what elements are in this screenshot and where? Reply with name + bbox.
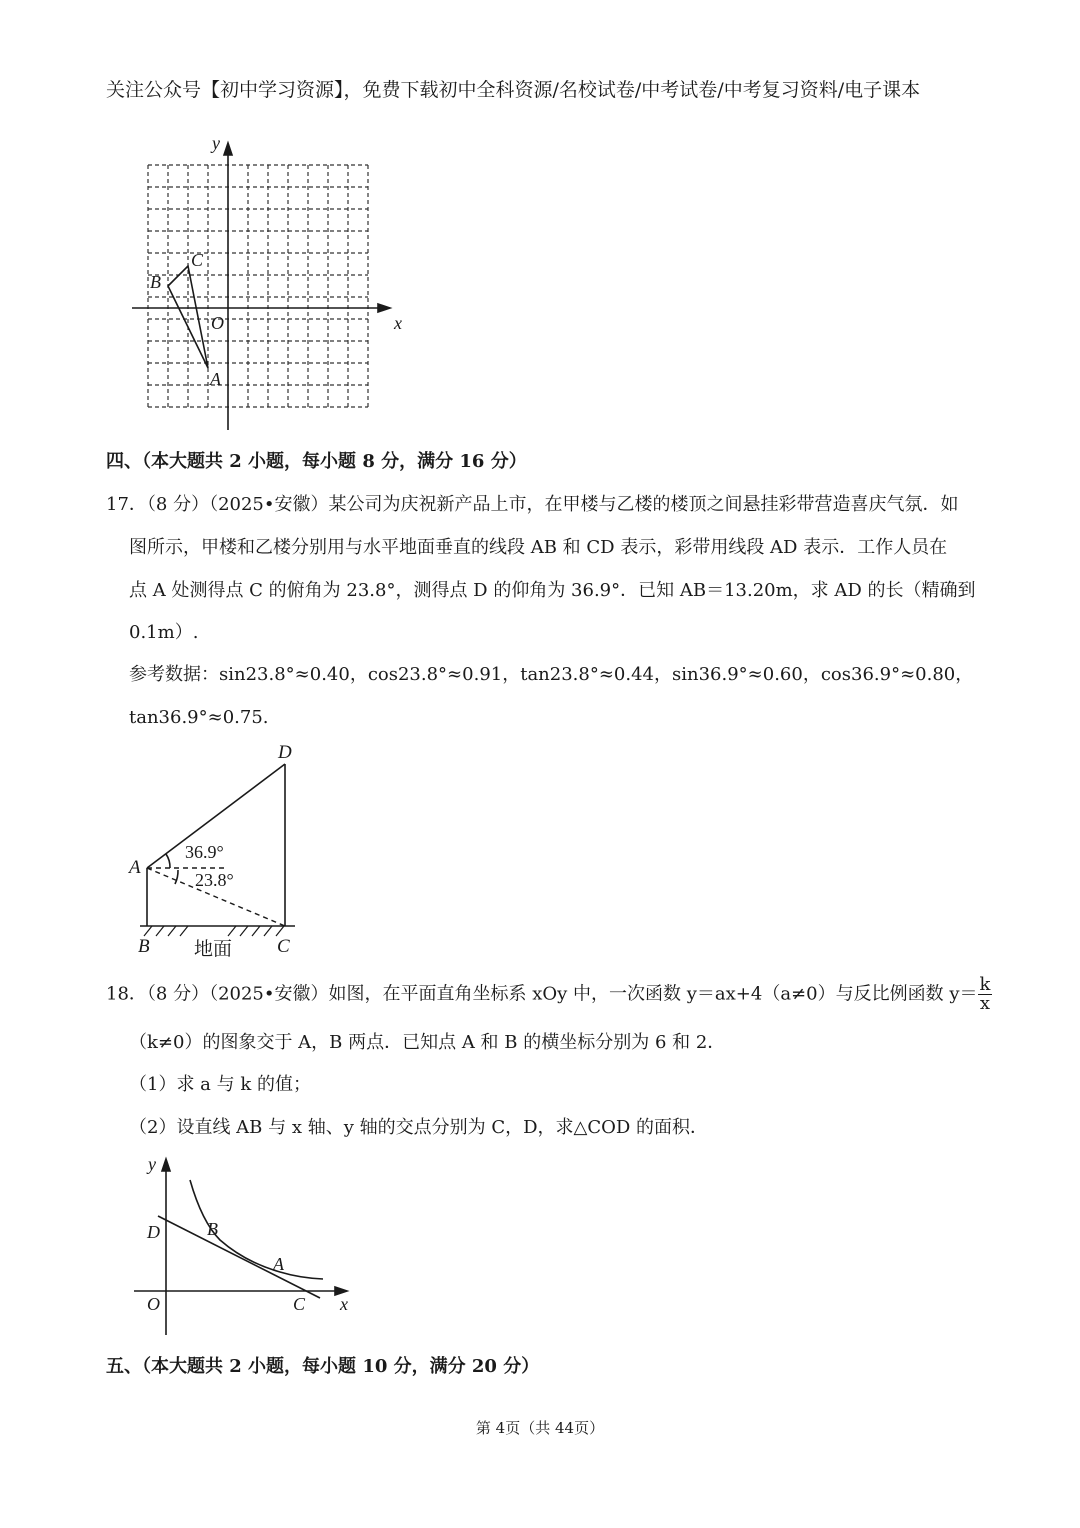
q18-line-2: （k≠0）的图象交于 A，B 两点．已知点 A 和 B 的横坐标分别为 6 和 2．: [129, 1032, 726, 1053]
figure-grid-triangle: [120, 135, 420, 435]
graph-label-x: x: [340, 1294, 348, 1314]
grid-label-c: C: [191, 250, 204, 270]
q17-line-2: 图所示，甲楼和乙楼分别用与水平地面垂直的线段 AB 和 CD 表示，彩带用线段 AD 表示．工作人员在: [129, 537, 948, 558]
graph-label-a: A: [273, 1254, 284, 1274]
building-label-a: A: [129, 857, 141, 878]
grid-label-a: A: [210, 369, 221, 389]
page-footer: 第 4页（共 44页）: [475, 1419, 605, 1437]
building-label-b: B: [138, 936, 150, 957]
grid-label-b: B: [150, 272, 161, 292]
section-5-heading: 五、（本大题共 2 小题，每小题 10 分，满分 20 分）: [106, 1356, 540, 1377]
figure-function-graph: [120, 1150, 370, 1340]
fraction-k-over-x: [978, 976, 993, 1013]
fraction-denominator: x: [979, 993, 991, 1014]
graph-label-c: C: [293, 1294, 306, 1314]
fraction-numerator: k: [979, 974, 991, 995]
q17-line-3: 点 A 处测得点 C 的俯角为 23.8°，测得点 D 的仰角为 36.9°．已知 AB＝13.20m，求 AD 的长（精确到: [129, 580, 976, 601]
q18-part-2: （2）设直线 AB 与 x 轴、y 轴的交点分别为 C，D，求△COD 的面积．: [129, 1117, 709, 1138]
header-banner: 关注公众号【初中学习资源】，免费下载初中全科资源/名校试卷/中考试卷/中考复习资料/电子课本: [106, 79, 921, 101]
grid-label-x: x: [394, 313, 402, 333]
graph-label-b: B: [207, 1219, 218, 1239]
q17-reference-2: tan36.9°≈0.75.: [129, 707, 269, 728]
q18-part-1: （1）求 a 与 k 的值；: [129, 1074, 311, 1095]
graph-label-o: O: [147, 1294, 160, 1314]
angle-elevation-label: 36.9°: [185, 842, 224, 862]
graph-label-y: y: [148, 1154, 156, 1174]
grid-label-o: O: [211, 313, 224, 333]
ground-label: 地面: [194, 939, 233, 960]
building-label-d: D: [278, 742, 292, 763]
section-4-heading: 四、（本大题共 2 小题，每小题 8 分，满分 16 分）: [106, 451, 527, 472]
q17-line-1: 17．（8 分）（2025•安徽）某公司为庆祝新产品上市，在甲楼与乙楼的楼顶之间悬挂彩带营造喜庆气氛．如: [106, 494, 959, 515]
q18-line-1: [106, 976, 992, 1013]
figure-buildings: [120, 738, 320, 963]
building-label-c: C: [277, 936, 290, 957]
q18-line-1-text: 18．（8 分）（2025•安徽）如图，在平面直角坐标系 xOy 中，一次函数 y＝ax+4（a≠0）与反比例函数 y＝: [106, 983, 978, 1005]
q17-line-4: 0.1m）.: [129, 622, 199, 643]
graph-label-d: D: [147, 1222, 160, 1242]
q17-reference-1: 参考数据：sin23.8°≈0.40，cos23.8°≈0.91，tan23.8°≈0.44，sin36.9°≈0.60，cos36.9°≈0.80，: [129, 664, 974, 685]
grid-label-y: y: [212, 133, 220, 153]
angle-depression-label: 23.8°: [195, 870, 234, 890]
